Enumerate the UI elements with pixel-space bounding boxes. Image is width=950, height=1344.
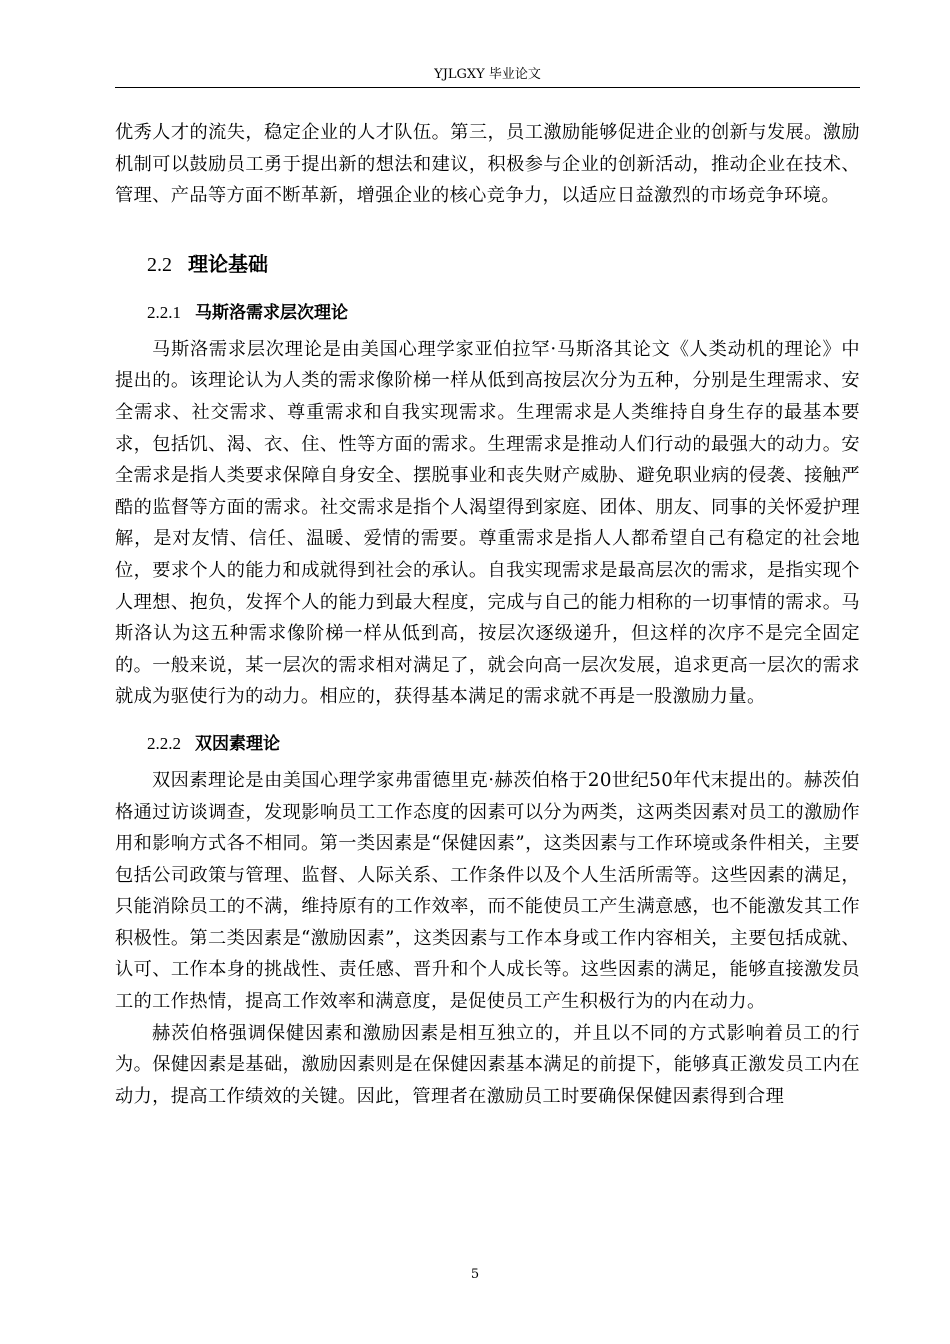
- running-header: YJLGXY 毕业论文: [434, 67, 541, 82]
- section-heading: [147, 250, 860, 286]
- subsection-title: 马斯洛需求层次理论: [195, 302, 348, 323]
- subsection-number: 2.2.1: [147, 302, 181, 322]
- subsection-title: 双因素理论: [195, 733, 280, 754]
- page-number: 5: [470, 1267, 480, 1282]
- section-number: 2.2: [147, 253, 172, 276]
- intro-paragraph: 优秀人才的流失，稳定企业的人才队伍。第三，员工激励能够促进企业的创新与发展。激励机制可以鼓励员工勇于提出新的想法和建议，积极参与企业的创新活动，推动企业在技术、管理、产品等方面不断革新，增强企业的核心竞争力，以适应日益激烈的市场竞争环境。: [115, 122, 860, 207]
- subsection-heading-two-factor: [147, 731, 860, 757]
- subsection-number: 2.2.2: [147, 733, 181, 753]
- maslow-paragraph: 马斯洛需求层次理论是由美国心理学家亚伯拉罕·马斯洛其论文《人类动机的理论》中提出的。该理论认为人类的需求像阶梯一样从低到高按层次分为五种，分别是生理需求、安全需求、社交需求、尊重需求和自我实现需求。生理需求是人类维持自身生存的最基本要求，包括饥、渴、衣、住、性等方面的需求。生理需求是推动人们行动的最强大的动力。安全需求是指人类要求保障自身安全、摆脱事业和丧失财产威胁、避免职业病的侵袭、接触严酷的监督等方面的需求。社交需求是指个人渴望得到家庭、团体、朋友、同事的关怀爱护理解，是对友情、信任、温暖、爱情的需要。尊重需求是指人人都希望自己有稳定的社会地位，要求个人的能力和成就得到社会的承认。自我实现需求是最高层次的需求，是指实现个人理想、抱负，发挥个人的能力到最大程度，完成与自己的能力相称的一切事情的需求。马斯洛认为这五种需求像阶梯一样从低到高，按层次逐级递升，但这样的次序不是完全固定的。一般来说，某一层次的需求相对满足了，就会向高一层次发展，追求更高一层次的需求就成为驱使行为的动力。相应的，获得基本满足的需求就不再是一股激励力量。: [115, 338, 860, 708]
- subsection-heading-maslow: [147, 300, 860, 326]
- section-title: 理论基础: [188, 251, 268, 276]
- two-factor-paragraph-1: 双因素理论是由美国心理学家弗雷德里克·赫茨伯格于20世纪50年代末提出的。赫茨伯格通过访谈调查，发现影响员工工作态度的因素可以分为两类，这两类因素对员工的激励作用和影响方式各不相同。第一类因素是“保健因素”，这类因素与工作环境或条件相关，主要包括公司政策与管理、监督、人际关系、工作条件以及个人生活所需等。这些因素的满足，只能消除员工的不满，维持原有的工作效率，而不能使员工产生满意感，也不能激发其工作积极性。第二类因素是“激励因素”，这类因素与工作本身或工作内容相关，主要包括成就、认可、工作本身的挑战性、责任感、晋升和个人成长等。这些因素的满足，能够直接激发员工的工作热情，提高工作效率和满意度，是促使员工产生积极行为的内在动力。: [115, 769, 860, 1013]
- header-rule: [115, 87, 860, 88]
- two-factor-paragraph-2: 赫茨伯格强调保健因素和激励因素是相互独立的，并且以不同的方式影响着员工的行为。保健因素是基础，激励因素则是在保健因素基本满足的前提下，能够真正激发员工内在动力，提高工作绩效的关键。因此，管理者在激励员工时要确保保健因素得到合理: [115, 1022, 860, 1107]
- page-body: [115, 117, 860, 1112]
